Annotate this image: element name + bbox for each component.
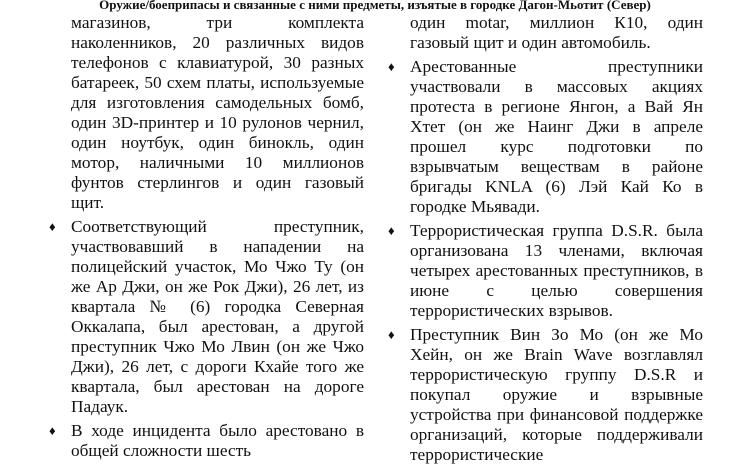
bullet-icon: ♦ (49, 219, 56, 234)
bullet-paragraph (388, 57, 703, 217)
paragraph-text: Соответствующий преступник, участвовавший в нападении на полицейский участок, Мо Чжо Ту (он же Ар Джи, он же Рок Джи), 26 лет, из квартала № (6) городка Северная Оккалапа, был арестован, а другой преступник Чжо Мо Лвин (он же Чжо Джи), 26 лет, с дороги Кхайе того же квартала, был арестован на дороге Падаук. (71, 217, 364, 416)
paragraph-text: Преступник Вин Зо Мо (он же Мо Хейн, он же Brain Wave возглавлял террористическую группу D.S.R и покупал оружие и взрывные устройства при финансовой поддержке организаций, которые поддерживали террористические (410, 325, 703, 464)
bullet-paragraph (388, 325, 703, 465)
paragraph-text: магазинов, три комплекта наколенников, 20 различных видов телефонов с клавиатурой, 30 разных батареек, 50 схем платы, используемые для изготовления самодельных бомб, один 3D-принтер и 10 рулонов чернил, один ноутбук, один бинокль, один мотор, наличными 10 миллионов фунтов стерлингов и один газовый щит. (71, 13, 364, 212)
paragraph-text: один motar, миллион К10, один газовый щит и один автомобиль. (410, 13, 703, 52)
paragraph-text: В ходе инцидента было арестовано в общей сложности шесть (71, 421, 364, 460)
bullet-icon: ♦ (49, 423, 56, 438)
left-column (49, 13, 364, 465)
paragraph-text: Террористическая группа D.S.R. была организована 13 членами, включая четырех арестованных преступников, в июне с целью совершения террористических взрывов. (410, 221, 703, 320)
paragraph-text: Арестованные преступники участвовали в массовых акциях протеста в регионе Янгон, а Вай Ян Хтет (он же Наинг Джи в апреле прошел курс подготовки по взрывчатым веществам в районе бригады KNLA (6) Лэй Кай Ко в городке Мьявади. (410, 57, 703, 216)
bullet-paragraph (49, 421, 364, 461)
bullet-icon: ♦ (388, 59, 395, 74)
bullet-paragraph (49, 217, 364, 417)
bullet-icon: ♦ (388, 223, 395, 238)
bullet-icon: ♦ (388, 327, 395, 342)
paragraph (410, 13, 703, 53)
paragraph (71, 13, 364, 213)
bullet-paragraph (388, 221, 703, 321)
right-column (388, 13, 703, 469)
page-header: Оружие/боеприпасы и связанные с ними предметы, изъятые в городке Дагон-Мьотит (Север) (99, 0, 651, 12)
